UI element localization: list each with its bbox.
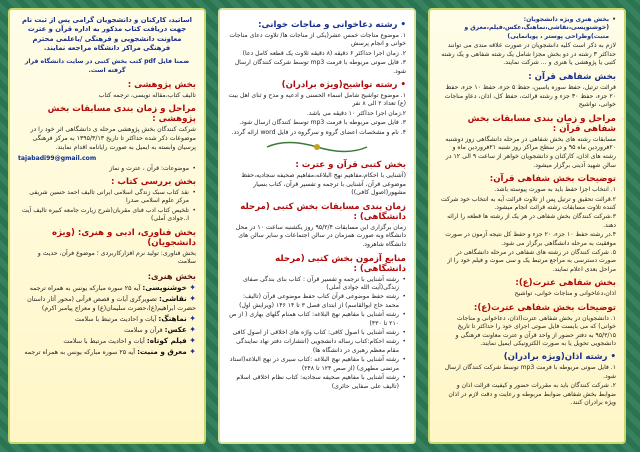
art-item: ✦ خوشنویسی: آیه ۲۵ سوره مبارکه یونس به همراه ترجمه xyxy=(29,282,196,292)
right-intro-text: لازم به ذکر است کلیه دانشجویان در صورت علاقه مندی می توانند حداکثر ۳ رشته در دو بخش مجزا شامل یک رشته شفاهی و یک رشته کتبی یا پژوهشی یا هنری و ... شرکت نمایند. xyxy=(441,42,616,67)
tawashih-line: ۳. فایل صوتی مربوطه با فرمت mp3 توسط کنندگان ارسال شود. xyxy=(239,119,406,127)
source-item: • رشته آشنایی با اصول کافی: کتاب واژه های اخلاقی از اصول کافی xyxy=(228,329,406,337)
art-item: ✦ عکس: قرآن و سلامت xyxy=(124,324,196,334)
research-stages-text: شرکت کنندگان بخش پژوهشی مرحله ی دانشگاهی اثر خود را در موضوعات ذکر شده حداکثر تا تاریخ ۱۳۹۵/۳/۱۳ به مرکز فرهنگی پرسیان وابسته به ایمیل به صورت رایانامه اقدام نمایند. xyxy=(30,126,196,151)
ornament-divider-icon xyxy=(257,138,377,156)
research-text: تالیف کتاب،مقاله نویسی، ترجمه کتاب xyxy=(98,91,196,99)
schedule-text: زمان برگزاری این مسابقات ۹۵/۲/۴ روز یکشنبه ساعت ۱۰ در محل دانشگاه وبه صورت همزمان در سالن اجتماعات و سایر سالن های دانشگاه شاهرود. xyxy=(235,223,406,249)
itrat-notes-title: توضیحات بخش شفاهی عترت(ع): xyxy=(473,302,616,313)
art-item: ✦ نماهنگ: آیات و احادیث مرتبط با سلامت xyxy=(74,313,196,323)
books-title: بخش کتبی قرآن و عترت : xyxy=(295,160,406,171)
itrat-note: ۱. دانشجویان در بخش شفاهی عترت(اذان، دعاخوانی و مناجات خوانی) که می بایست فایل صوتی اجرای خود را حداکثر تا تاریخ ۹۵/۳/۱۵ به دفتر حضور از واحد قرآن و عترت معاونت فرهنگی و دانشجویی تحویل یا به صورت الکترونیکی ایمیل نمایند. xyxy=(455,314,616,348)
source-item: • رشته حفظ موضوعی قرآن کتاب حفظ موضوعی قرآن (تالیف: محمد حاج ابوالقاسم) از ابتدای فصل ۳ تا ۱۴ ۱۴۶ (ویرایش اول) xyxy=(228,293,406,310)
quran-oral-title: بخش شفاهی قرآن : xyxy=(528,72,616,82)
quran-note: ۳.شرکت کنندگان بخش شفاهی در هر یک از رشته ها قطعه را ارائه دهند. xyxy=(447,213,616,229)
research-stages-title: مراحل و زمان بندی مسابقات بخش پژوهشی : xyxy=(47,104,196,125)
book-review-item: • نقد کتاب سبک زندگی اسلامی ایرانی تالیف احمد حسین شریفی مرکز علوم اسلامی صدرا xyxy=(18,189,196,206)
source-item: • رشته احکام:کتاب رساله دانشجویی (انتشارات دفتر نهاد نمایندگی مقام معظم رهبری در دانشگاه ها) xyxy=(228,338,406,355)
quran-note: ۴.در رشته حفظ ۱۰ جزء، ۲۰ جزء و حفظ کل نتیجه آزمون در صورت موفقیت به مرحله دانشگاهی برگزار می شود. xyxy=(445,231,616,247)
star-icon: ✦ xyxy=(186,282,196,292)
source-item: • رشته آشنایی با مفاهیم صحیفه سجادیه: کتاب نظام اخلاقی اسلام (تالیف علی صفایی حائری) xyxy=(228,374,406,391)
art-title: بخش هنری: xyxy=(147,270,196,281)
source-item: • رشته آشنایی با مفاهیم نهج البلاغه: کتاب همنام گلهای بهاری ( از ص ۲۱۰ تا ۴۳۰) xyxy=(228,311,406,328)
quran-note: ۱. انتخاب اجزا حفظ باید به صورت پیوسته باشد. xyxy=(494,186,616,194)
art-item: ✦ فیلم کوتاه: آیات و احادیث مرتبط با سلامت xyxy=(63,335,196,345)
prayer-line: ۳. فایل صوتی مربوطه با فرمت mp3 توسط شرکت کنندگان ارسال شود. xyxy=(234,59,406,75)
star-icon: ✦ xyxy=(186,324,196,334)
tawashih-line: ۴. نام و مشخصات اعضای گروه و سرگروه در فایل word ارائه گردد. xyxy=(231,128,406,136)
books-text: (آشنایی با احکام،مفاهیم نهج البلاغه،مفاهیم صحیفه سجادیه،حفظ موضوعی قرآن، آشنایی با ترجمه و تفسیر قرآن، کتاب بسیار مشهور(اصول کافی)) xyxy=(241,172,406,197)
star-icon: ✦ xyxy=(186,346,196,356)
right-panel xyxy=(428,8,626,444)
star-icon: ✦ xyxy=(186,313,196,323)
azan-line: ۲. شرکت کنندگان باید به مقررات حضور و کیفیت قرائت اذان و ضوابط بخش شفاهی ضوابط مربوطه و رعایت و دقت لازم در اذان ویژه برادران کنند. xyxy=(448,382,616,407)
tech-text: بخش فناوری: تولید نرم افزارکاربردی ؛ موضوع فرآن، حدیث و سلامت xyxy=(37,249,196,266)
source-item: • رشته آشنایی با مفاهیم نهج البلاغه :کتاب سیری در نهج البلاغه(استاد مرتضی مطهری) (از صص ۱۲۴ تا ۲۴۸) xyxy=(228,356,406,373)
book-review-title: بخش بررسی کتاب : xyxy=(110,176,196,187)
quran-stages-title: مراحل و زمان بندی مسابقات بخش شفاهی قرآن : xyxy=(467,113,616,134)
star-icon: ✦ xyxy=(186,293,196,303)
quran-stages-text: مسابقات رشته های بخش شفاهی در مرحله دانشگاهی روز دوشنبه ۲۰فروردین ماه ۹۵ و در سطح مراکز روز شنبه ۲۱فروردین ماه و رشته های اذان، کارکنان و دانشجویان خواهر از ساعت ۹ الی ۱۲ در سالن شهید آذینی برگزار میشود. xyxy=(445,135,616,169)
prayer-title: • رشته دعاخوانی و مناجات خوانی: xyxy=(258,20,406,30)
research-topics: • موضوعات: قرآن ، عترت و نماز xyxy=(18,165,196,173)
quran-note: ۵. شرکت کنندگان در رشته های شفاهی در مرحله دانشگاهی در صورت دسترسی به مراجع مرتبط یک و سی صوت و فیلم خود را از مراحل بعدی اعلام نمایند. xyxy=(447,249,616,273)
azan-line: ۱. فایل صوتی مربوطه با فرمت mp3 توسط شرکت کنندگان ارسال شود. xyxy=(444,364,616,380)
art-item: ✦ معرق و منبت: آیه ۲۵ سوره مبارکه یونس به همراه ترجمه xyxy=(24,346,196,356)
quran-notes-title: توضیحات بخش شفاهی قرآن: xyxy=(489,174,616,185)
source-item: • رشته آشنایی با ترجمه و تفسیر قرآن : کتاب بنای بندگی صفای زندگی(آیت الله جوادی آملی) xyxy=(228,276,406,293)
tawashih-line: ۱. موضوع تواشیح شامل اسماء الحسنی و ادعیه و مدح و ثنای اهل بیت (ع) تعداد ۲ الی ۸ نفر xyxy=(228,92,406,108)
art-item: ✦ نقاشی: تصویرگری آیات و قصص قرآنی (محور آثار داستان حضرت ابراهیم(ع)،حضرت سلیمان(ع) و معراج پیامبر اکرم) xyxy=(27,293,196,312)
middle-panel xyxy=(218,8,416,444)
left-panel xyxy=(8,8,206,444)
left-intro-pdf: ضمنا فایل pdf کتب بخش کتبی در سایت دانشگاه قرار گرفته است. xyxy=(24,58,190,75)
research-title: بخش پژوهشی : xyxy=(127,79,196,90)
azan-title: • رشته اذان(ویژه برادران) xyxy=(503,352,616,363)
book-review-item: • تلخیص کتاب ادب فنای مقربان(شرح زیارت جامعه کبیره تالیف آیت ا..جوادی آملی) xyxy=(18,207,196,224)
quran-note: ۲.قرائت تحقیق و ترتیل پس از تلاوت قرائت آیه به انتخاب خود شرکت کننده تلاوت مسابقات رشته قرائت انجام میشود. xyxy=(440,195,616,211)
sources-title: منابع آزمون بخش کتبی (مرحله دانشگاهی) : xyxy=(275,253,406,274)
star-icon: ✦ xyxy=(186,335,196,345)
contact-email[interactable]: tajabadi99@gmail.com xyxy=(18,155,97,163)
itrat-oral-title: بخش شفاهی عترت(ع): xyxy=(515,278,616,289)
prayer-line: ۲. زمان اجرا حداکثر ۶ دقیقه (۸ دقیقه ثلاوت یک قطعه کامل دعا) xyxy=(242,49,406,57)
left-intro: اساتید، کارکنان و دانشجویان گرامی پس از ثبت نام جهت دریافت کتاب مذکور به اداره قرآن و عترت معاونت دانشجویی و فرهنگی /یاعلمی محترم فرهنگی مراکز دانشگاه مراجعه نمایند. xyxy=(21,16,192,52)
tech-title: بخش فناوری، ادبی و هنری: (ویژه دانشجویان) xyxy=(52,227,196,248)
schedule-title: زمان بندی مسابقات بخش کتبی (مرحله دانشگاهی) : xyxy=(240,201,406,222)
art-intro: • بخش هنری ویژه دانشجویان: (خوشنویسی،نقاشی،نماهنگ،عکس،فیلم،معرق و منبت)وطراحی پوستر ، پویانمایی) xyxy=(438,16,616,41)
tawashih-title: • رشته تواشیح(ویژه برادران) xyxy=(281,80,406,91)
prayer-line: ۱. موضوع مناجات خمس عشر(یکی از مناجات ها/ تلاوت دعای مناجات خوانی و انجام پرسش xyxy=(229,32,406,48)
itrat-oral-text: اذان،دعاخوانی و مناجات خوانی، تواشیح xyxy=(514,290,616,298)
quran-oral-text: قرائت ترتیل، حفظ سوره یاسین، حفظ ۵ جزء، حفظ ۱۰ جزء، حفظ ۲۰ جزء، حفظ ۳۰ جزء و رشته قرائت، حفظ کل، اذان، دعاو مناجات خوانی، تواشیح xyxy=(444,84,616,109)
tawashih-line: ۲.زمان اجرا حداکثر ۱۰ دقیقه می باشد. xyxy=(306,109,406,117)
